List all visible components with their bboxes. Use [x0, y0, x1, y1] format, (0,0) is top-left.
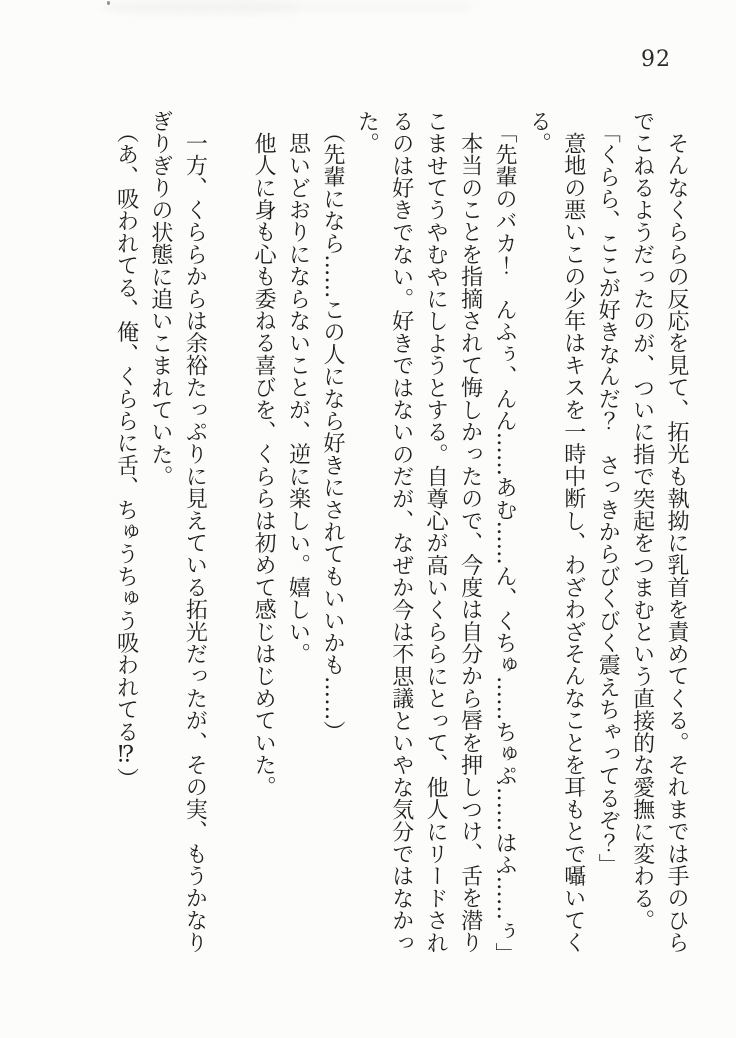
page-number: 92 [641, 47, 671, 72]
blank-line [211, 110, 245, 956]
scan-speck [107, 1, 110, 5]
paragraph: 他人に身も心も委ねる喜びを、くららは初めて感じはじめていた。 [251, 132, 277, 798]
page-text [107, 110, 693, 965]
paragraph: 一方、くららからは余裕たっぷりに見えている拓光だったが、その実、もうかなりぎりぎりの状態に追いこまれていた。 [147, 110, 208, 954]
paragraph: （あ、吸われてる、俺、くららに舌、ちゅうちゅう吸われてる⁉） [113, 121, 139, 790]
paragraph: 本当のことを指摘されて悔しかったので、今度は自分から唇を押しつけ、舌を潜りこませてうやむやにしようとする。自尊心が高いくららにとって、他人にリードされるのは好きでない。好きではないのだが、なぜか今は不思議といやな気分ではなかった。 [354, 110, 483, 954]
paragraph: 「くらら、ここが好きなんだ？ さっきからびくびく震えちゃってるぞ？」 [595, 121, 621, 876]
paragraph: 「先輩のバカ！ んふぅ、んん……あむ……ん、くちゅ……ちゅぷ……はふ……ぅ」 [491, 121, 517, 965]
paragraph: そんなくららの反応を見て、拓光も執拗に乳首を責めてくる。それまでは手のひらでこねるようだったのが、ついに指で突起をつまむという直接的な愛撫に変わる。 [629, 110, 689, 954]
paragraph: （先輩になら……この人になら好きにされてもいいかも……） [319, 121, 345, 743]
paragraph: 意地の悪いこの少年はキスを一時中断し、わざわざそんなことを耳もとで囁いてくる。 [526, 110, 586, 954]
scan-smudge [240, 2, 470, 12]
paragraph: 思いどおりにならないことが、逆に楽しい。嬉しい。 [285, 132, 311, 665]
